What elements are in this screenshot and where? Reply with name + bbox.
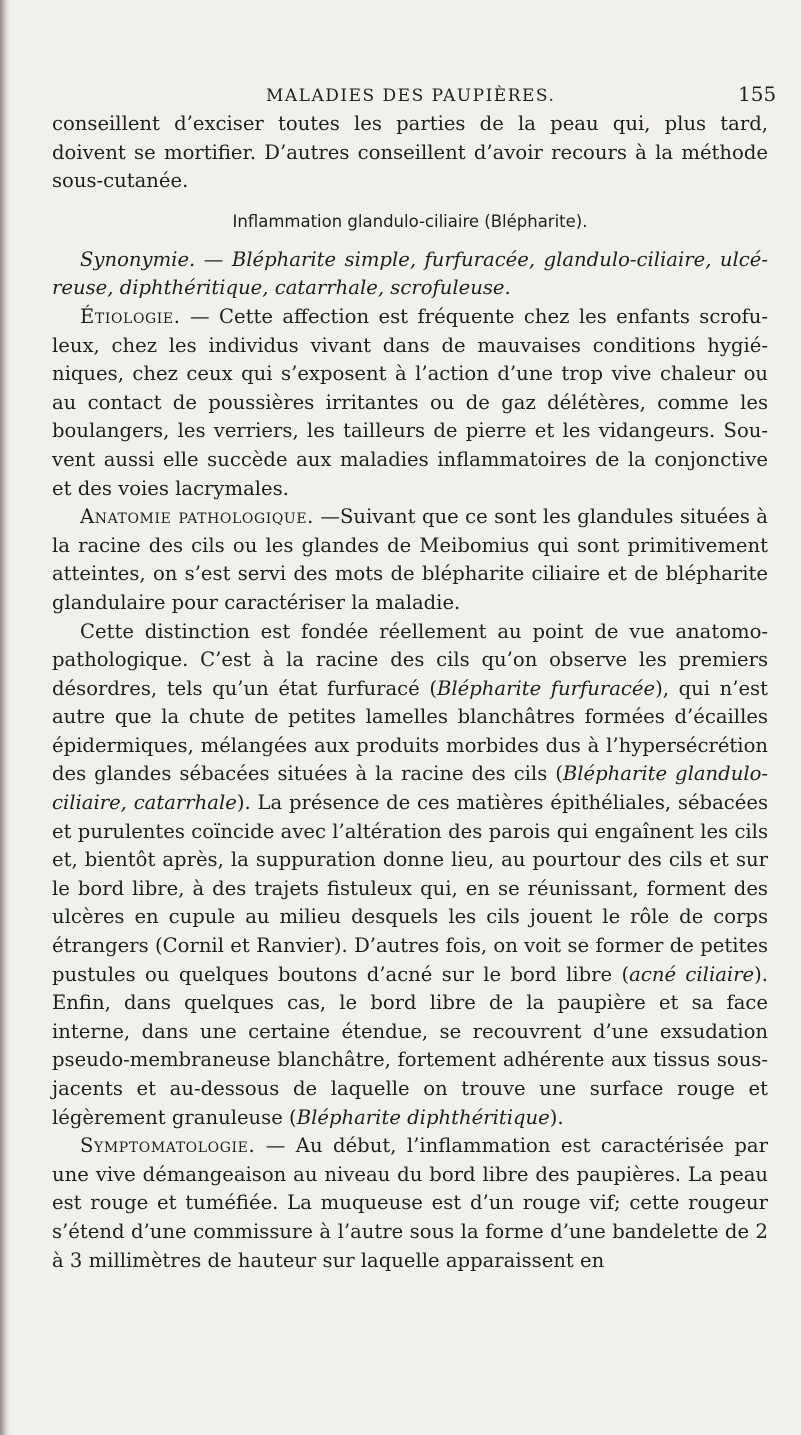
- distinction-term-3: acné ciliaire: [629, 962, 755, 986]
- paragraph-symptomatologie: [52, 1132, 768, 1275]
- distinction-term-4: Blépharite diphthéritique: [296, 1105, 550, 1129]
- etiologie-label: Étiologie.: [80, 304, 181, 328]
- paragraph-etiologie: [52, 303, 768, 503]
- synonymie-dash: —: [195, 247, 232, 271]
- page-number: 155: [738, 82, 777, 106]
- distinction-text-2: ), qui n’est autre que la chute de petites lamelles blanchâtres formées d’écailles épidermiques, mélangées aux produits morbides dus à l’hypersécrétion des glandes sébacées situées à la racine des cils (: [52, 676, 768, 786]
- paragraph-distinction: [52, 618, 768, 1133]
- section-title: Inflammation glandulo-ciliaire (Blépharite).: [232, 211, 588, 231]
- distinction-text-3: ). La présence de ces matières épithéliales, sébacées et purulentes coïncide avec l’altération des parois qui engaînent les cils et, bientôt après, la suppuration donne lieu, au pourtour des cils et sur le bord libre, à des trajets fistuleux qui, en se réunissant, forment des ulcères en cupule au milieu desquels les cils jouent le rôle de corps étrangers (Cornil et Ranvier). D’autres fois, on voit se former de petites pustules ou quelques boutons d’acné sur le bord libre (: [52, 791, 768, 986]
- body-text: [52, 110, 768, 1275]
- symptomatologie-label: Symptomatologie.: [80, 1134, 256, 1158]
- distinction-text-1: Cette distinction est fondée réellement au point de vue anatomo-pathologique. C’est à la racine des cils qu’on observe les premiers désordres, tels qu’un état furfuracé (: [52, 619, 768, 700]
- distinction-text-4: ). Enfin, dans quelques cas, le bord libre de la paupière et sa face interne, dans une certaine étendue, se recouvrent d’une exsudation pseudo-membraneuse blanchâtre, fortement adhérente aux tissus sous-jacents et au-dessous de laquelle on trouve une surface rouge et légèrement granuleuse (: [52, 962, 768, 1129]
- etiologie-text: — Cette affection est fréquente chez les enfants scrofuleux, chez les individus vivant dans de mauvaises conditions hygiéniques, chez ceux qui s’exposent à l’action d’une trop vive chaleur ou au contact de poussières irritantes ou de gaz délétères, comme les boulangers, les verriers, les tailleurs de pierre et les vidangeurs. Souvent aussi elle succède aux maladies inflammatoires de la conjonctive et des voies lacrymales.: [52, 304, 768, 500]
- running-title: MALADIES DES PAUPIÈRES.: [266, 86, 556, 106]
- binding-shadow: [0, 0, 10, 1435]
- synonymie-terms: Blépharite simple, furfuracée, glandulo-ciliaire, ulcéreuse, diphthéritique, catarrhale, scrofuleuse.: [52, 247, 768, 300]
- anatomie-label: Anatomie pathologique.: [80, 505, 314, 529]
- paragraph-anatomie: [52, 503, 768, 617]
- symptomatologie-text: — Au début, l’inflammation est caractérisée par une vive démangeaison au niveau du bord libre des paupières. La peau est rouge et tuméfiée. La muqueuse est d’un rouge vif; cette rougeur s’étend d’une commissure à l’autre sous la forme d’une bandelette de 2 à 3 millimètres de hauteur sur laquelle apparaissent en: [52, 1134, 768, 1272]
- distinction-term-1: Blépharite furfuracée: [436, 676, 656, 700]
- synonymie-label: Synonymie.: [80, 247, 196, 271]
- paragraph-continuation: conseillent d’exciser toutes les parties de la peau qui, plus tard, doivent se mortifier. D’autres conseillent d’avoir recours à la méthode sous-cutanée.: [52, 112, 768, 193]
- anatomie-text: —Suivant que ce sont les glandules situées à la racine des cils ou les glandes de Meibomius qui sont primitivement atteintes, on s’est servi des mots de blépharite ciliaire et de blépharite glandulaire pour caractériser la maladie.: [52, 505, 768, 614]
- paragraph-synonymie: [52, 246, 768, 303]
- distinction-text-5: ).: [549, 1105, 564, 1129]
- distinction-term-2: Blépharite glandulo-ciliaire, catarrhale: [52, 762, 769, 815]
